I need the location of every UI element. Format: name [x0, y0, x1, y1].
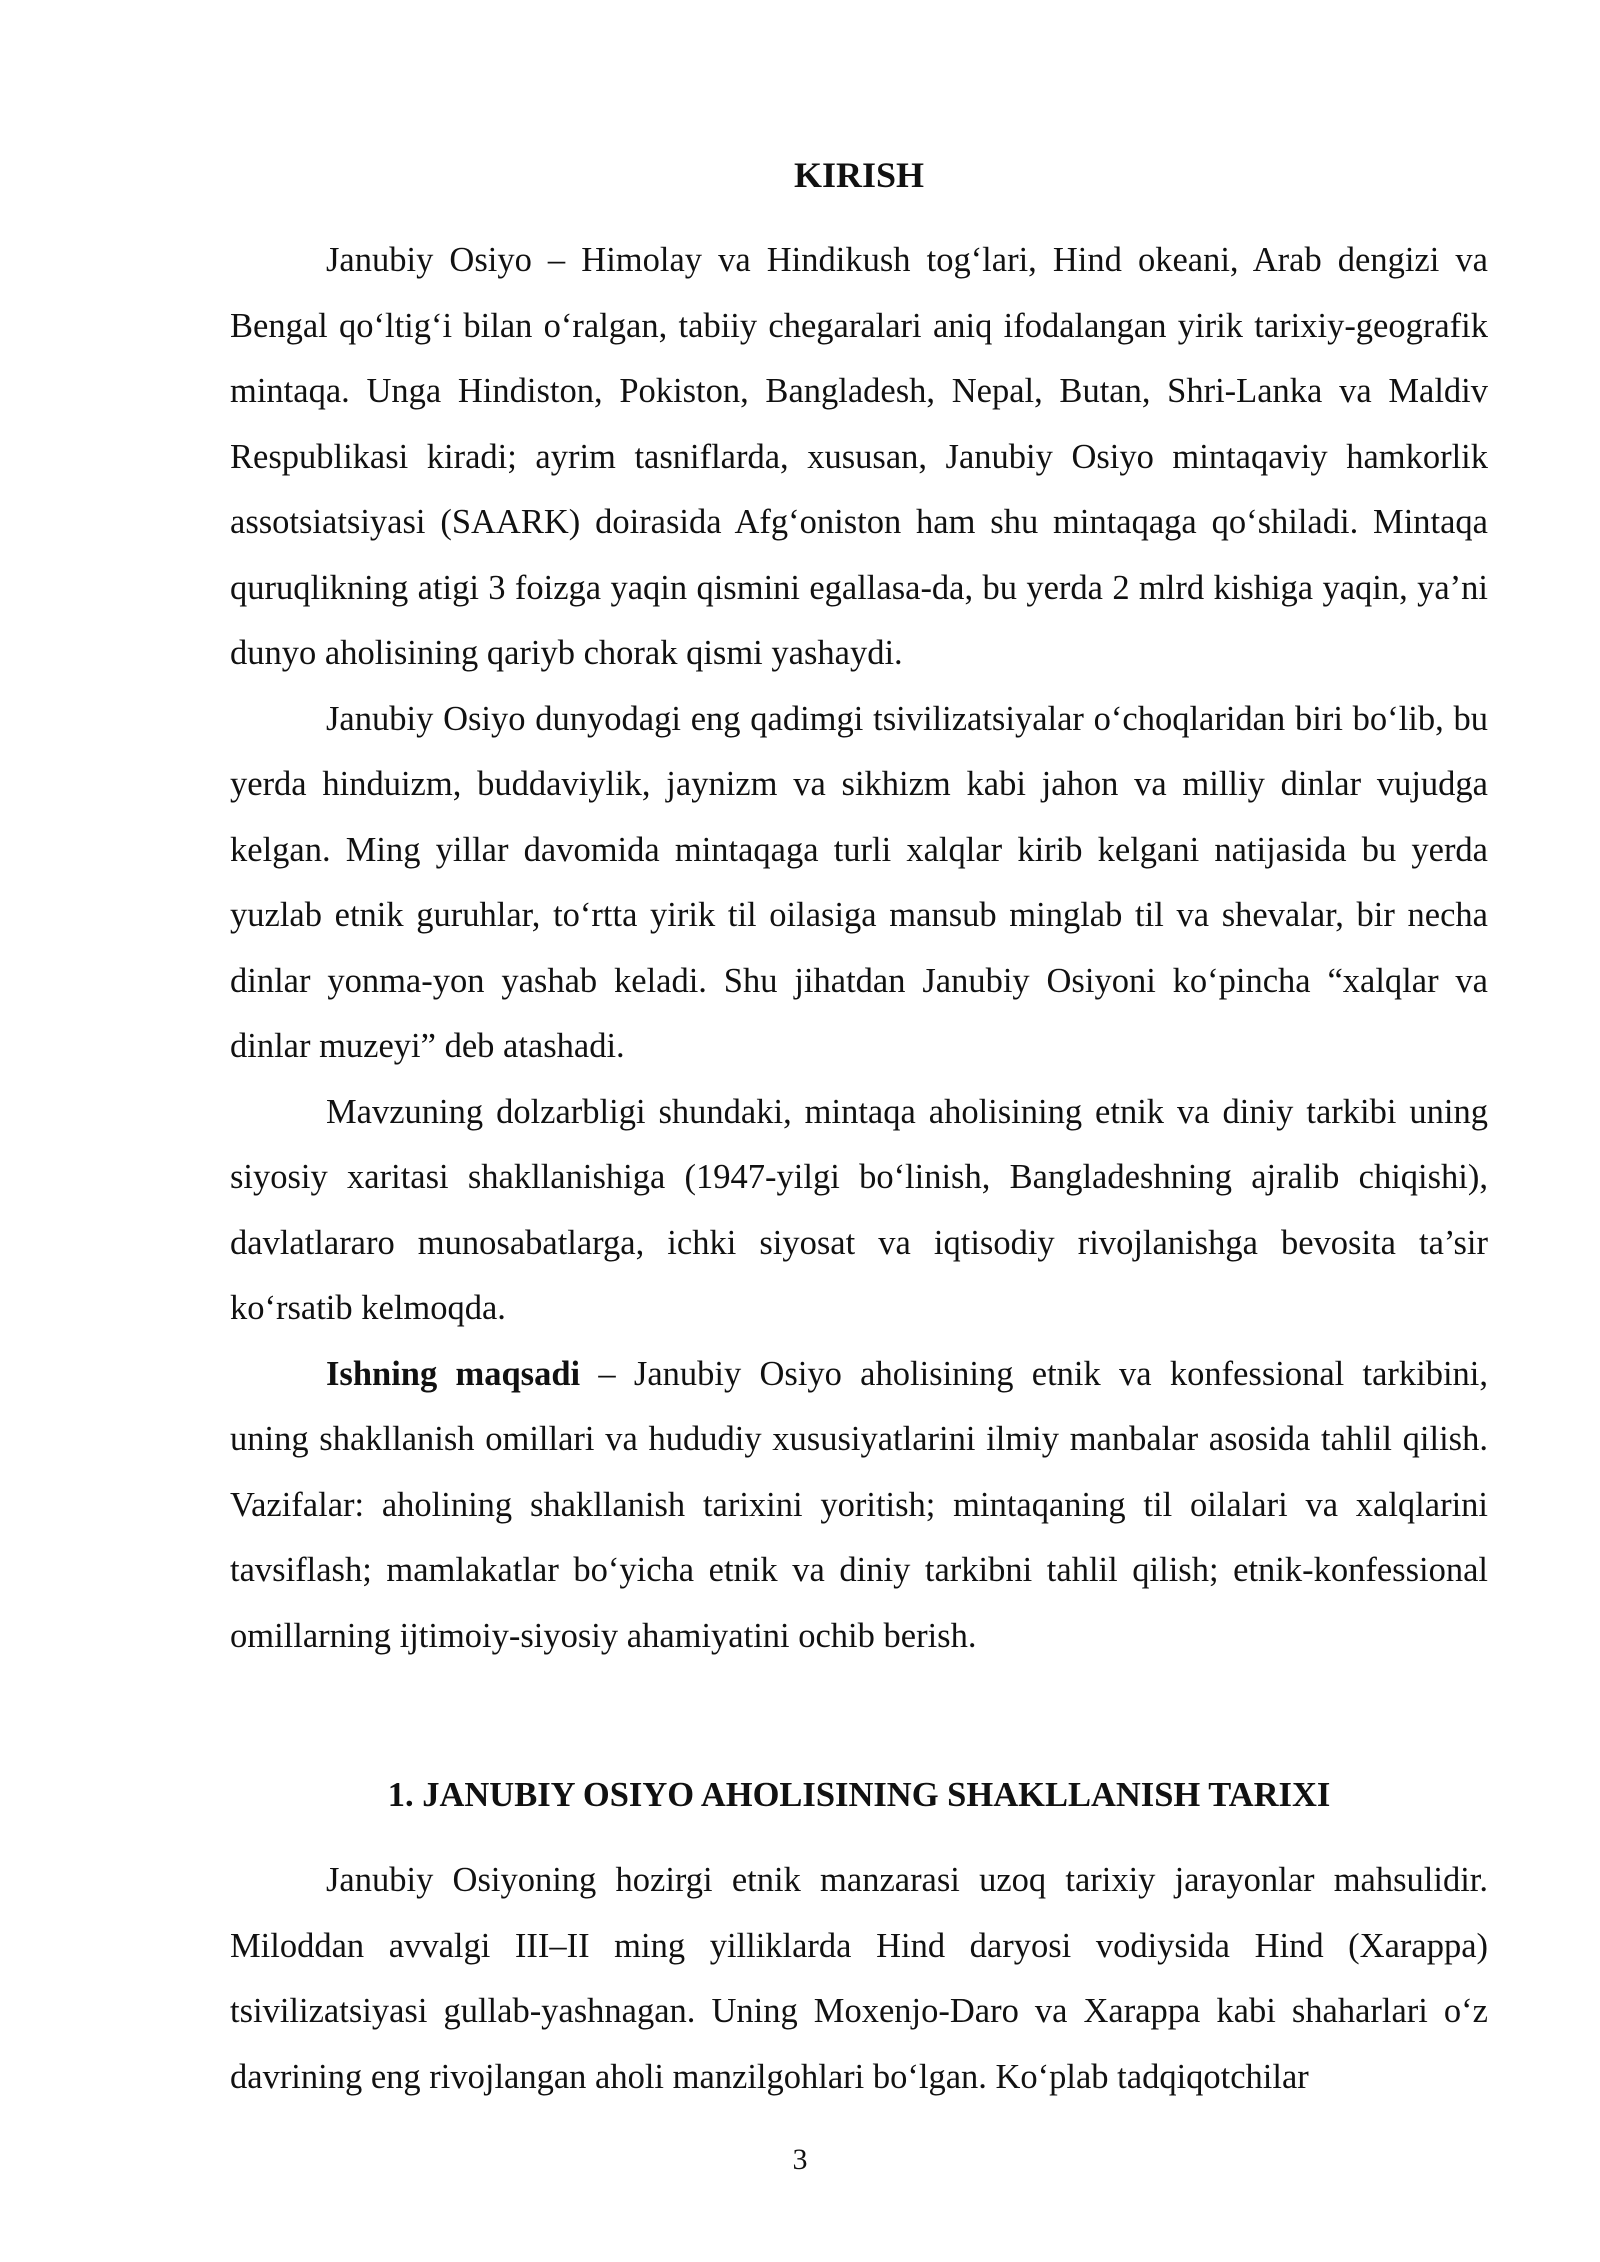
goal-paragraph: [230, 1342, 1488, 1670]
goal-text: – Janubiy Osiyo aholisining etnik va konfessional tarkibini, uning shakllanish omillari va hududiy xususiyatlarini ilmiy manbalar asosida tahlil qilish. Vazifalar: aholining shakllanish tarixini yoritish; mintaqaning til oilalari va xalqlarini tavsiflash; mamlakatlar bo‘yicha etnik va diniy tarkibni tahlil qilish; etnik-konfessional omillarning ijtimoiy-siyosiy ahamiyatini ochib berish.: [230, 1354, 1489, 1655]
intro-body: [230, 228, 1488, 1669]
section-1-body: [230, 1848, 1488, 2110]
intro-paragraph-3: Mavzuning dolzarbligi shundaki, mintaqa aholisining etnik va diniy tarkibi uning siyosiy xaritasi shakllanishiga (1947-yilgi bo‘linish, Bangladeshning ajralib chiqishi), davlatlararo munosabatlarga, ichki siyosat va iqtisodiy rivojlanishga bevosita ta’sir ko‘rsatib kelmoqda.: [230, 1092, 1488, 1327]
section-1-paragraph: Janubiy Osiyoning hozirgi etnik manzarasi uzoq tarixiy jarayonlar mahsulidir. Miloddan avvalgi III–II ming yilliklarda Hind daryosi vodiysida Hind (Xarappa) tsivilizatsiyasi gullab-yashnagan. Uning Moxenjo-Daro va Xarappa kabi shaharlari o‘z davrining eng rivojlangan aholi manzilgohlari bo‘lgan. Ko‘plab tadqiqotchilar: [230, 1861, 1488, 2096]
section-1-heading: 1. JANUBIY OSIYO AHOLISINING SHAKLLANISH TARIXI: [387, 1776, 1331, 1814]
goal-label: Ishning maqsadi: [326, 1354, 581, 1393]
intro-paragraph-2: Janubiy Osiyo dunyodagi eng qadimgi tsivilizatsiyalar o‘choqlaridan biri bo‘lib, bu yerda hinduizm, buddaviylik, jaynizm va sikhizm kabi jahon va milliy dinlar vujudga kelgan. Ming yillar davomida mintaqaga turli xalqlar kirib kelgani natijasida bu yerda yuzlab etnik guruhlar, to‘rtta yirik til oilasiga mansub minglab til va shevalar, bir necha dinlar yonma-yon yashab keladi. Shu jihatdan Janubiy Osiyoni ko‘pincha “xalqlar va dinlar muzeyi” deb atashadi.: [230, 699, 1488, 1065]
intro-heading: KIRISH: [793, 155, 925, 195]
page-number: 3: [792, 2143, 808, 2176]
intro-paragraph-1: Janubiy Osiyo – Himolay va Hindikush tog‘lari, Hind okeani, Arab dengizi va Bengal qo‘ltig‘i bilan o‘ralgan, tabiiy chegaralari aniq ifodalangan yirik tarixiy-geografik mintaqa. Unga Hindiston, Pokiston, Bangladesh, Nepal, Butan, Shri-Lanka va Maldiv Respublikasi kiradi; ayrim tasniflarda, xususan, Janubiy Osiyo mintaqaviy hamkorlik assotsiatsiyasi (SAARK) doirasida Afg‘oniston ham shu mintaqaga qo‘shiladi. Mintaqa quruqlikning atigi 3 foizga yaqin qismini egallasa-da, bu yerda 2 mlrd kishiga yaqin, ya’ni dunyo aholisining qariyb chorak qismi yashaydi.: [230, 241, 1488, 672]
